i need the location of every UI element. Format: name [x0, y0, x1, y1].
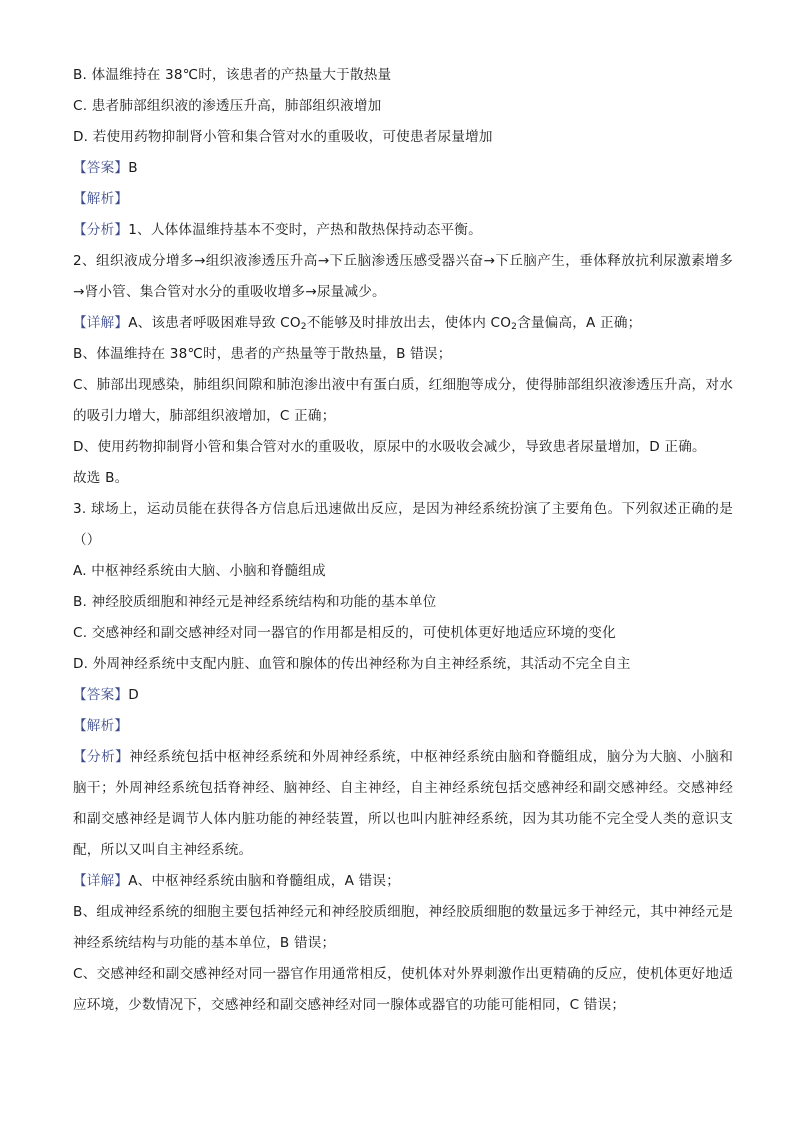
answer-value: D: [128, 687, 139, 703]
answer-label: 【答案】: [73, 687, 129, 703]
co2-subscript: 2: [300, 322, 307, 332]
answer-value: B: [128, 160, 138, 176]
q3-xiangjie-b: B、组成神经系统的细胞主要包括神经元和神经胶质细胞，神经胶质细胞的数量远多于神经元，其中神经元是神经系统结构与功能的基本单位，B 错误；: [73, 904, 733, 951]
q3-answer: [73, 680, 733, 711]
q2-xiangjie-c: C、肺部出现感染，肺组织间隙和肺泡渗出液中有蛋白质，红细胞等成分，使得肺部组织液渗透压升高，对水的吸引力增大，肺部组织液增加，C 正确；: [73, 377, 733, 424]
fenxi-text: 神经系统包括中枢神经系统和外周神经系统，中枢神经系统由脑和脊髓组成，脑分为大脑、小脑和脑干；外周神经系统包括脊神经、脑神经、自主神经，自主神经系统包括交感神经和副交感神经。交感神经和副交感神经是调节人体内脏功能的神经装置，所以也叫内脏神经系统，因为其功能不完全受人类的意识支配，所以又叫自主神经系统。: [73, 749, 733, 858]
q2-conclusion: 故选 B。: [73, 470, 129, 486]
xiangjie-a-text: A、中枢神经系统由脑和脊髓组成，A 错误；: [128, 873, 400, 889]
xiangjie-a-mid: 不能够及时排放出去，使体内 CO: [306, 315, 512, 331]
fenxi-text: 1、人体体温维持基本不变时，产热和散热保持动态平衡。: [128, 222, 482, 238]
q2-answer: [73, 153, 733, 184]
q2-xiangjie-b: B、体温维持在 38℃时，患者的产热量等于散热量，B 错误；: [73, 346, 452, 362]
co2-subscript-2: 2: [511, 322, 518, 332]
q2-fenxi: [73, 215, 733, 246]
q3-fenxi: [73, 742, 733, 866]
answer-label: 【答案】: [73, 160, 129, 176]
q2-option-c: C. 患者肺部组织液的渗透压升高，肺部组织液增加: [73, 98, 382, 114]
fenxi-label: 【分析】: [73, 222, 129, 238]
q2-xiangjie-d: D、使用药物抑制肾小管和集合管对水的重吸收，原尿中的水吸收会减少，导致患者尿量增加，D 正确。: [73, 439, 706, 455]
fenxi-label: 【分析】: [73, 749, 130, 765]
q2-option-b: B. 体温维持在 38℃时，该患者的产热量大于散热量: [73, 67, 392, 83]
q3-option-b: B. 神经胶质细胞和神经元是神经系统结构和功能的基本单位: [73, 594, 437, 610]
xiangjie-a-pre: A、该患者呼吸困难导致 CO: [128, 315, 301, 331]
q3-option-a: A. 中枢神经系统由大脑、小脑和脊髓组成: [73, 563, 326, 579]
q3-option-c: C. 交感神经和副交感神经对同一器官的作用都是相反的，可使机体更好地适应环境的变化: [73, 625, 616, 641]
xiangjie-label: 【详解】: [73, 315, 129, 331]
q2-fenxi-2: 2、组织液成分增多→组织液渗透压升高→下丘脑渗透压感受器兴奋→下丘脑产生，垂体释放抗利尿激素增多→肾小管、集合管对水分的重吸收增多→尿量减少。: [73, 253, 733, 300]
page-content: [73, 60, 733, 1021]
xiangjie-a-post: 含量偏高，A 正确；: [517, 315, 642, 331]
q3-option-d: D. 外周神经系统中支配内脏、血管和腺体的传出神经称为自主神经系统，其活动不完全自主: [73, 656, 631, 672]
q2-xiangjie-a: [73, 308, 733, 339]
q2-analysis-heading: 【解析】: [73, 191, 129, 207]
q3-analysis-heading: 【解析】: [73, 718, 129, 734]
xiangjie-label: 【详解】: [73, 873, 129, 889]
q2-option-d: D. 若使用药物抑制肾小管和集合管对水的重吸收，可使患者尿量增加: [73, 129, 493, 145]
q3-xiangjie-c: C、交感神经和副交感神经对同一器官作用通常相反，使机体对外界刺激作出更精确的反应，使机体更好地适应环境，少数情况下，交感神经和副交感神经对同一腺体或器官的功能可能相同，C 错误；: [73, 966, 733, 1013]
q3-xiangjie-a: [73, 866, 733, 897]
q3-stem: 3. 球场上，运动员能在获得各方信息后迅速做出反应，是因为神经系统扮演了主要角色。下列叙述正确的是（）: [73, 501, 733, 548]
